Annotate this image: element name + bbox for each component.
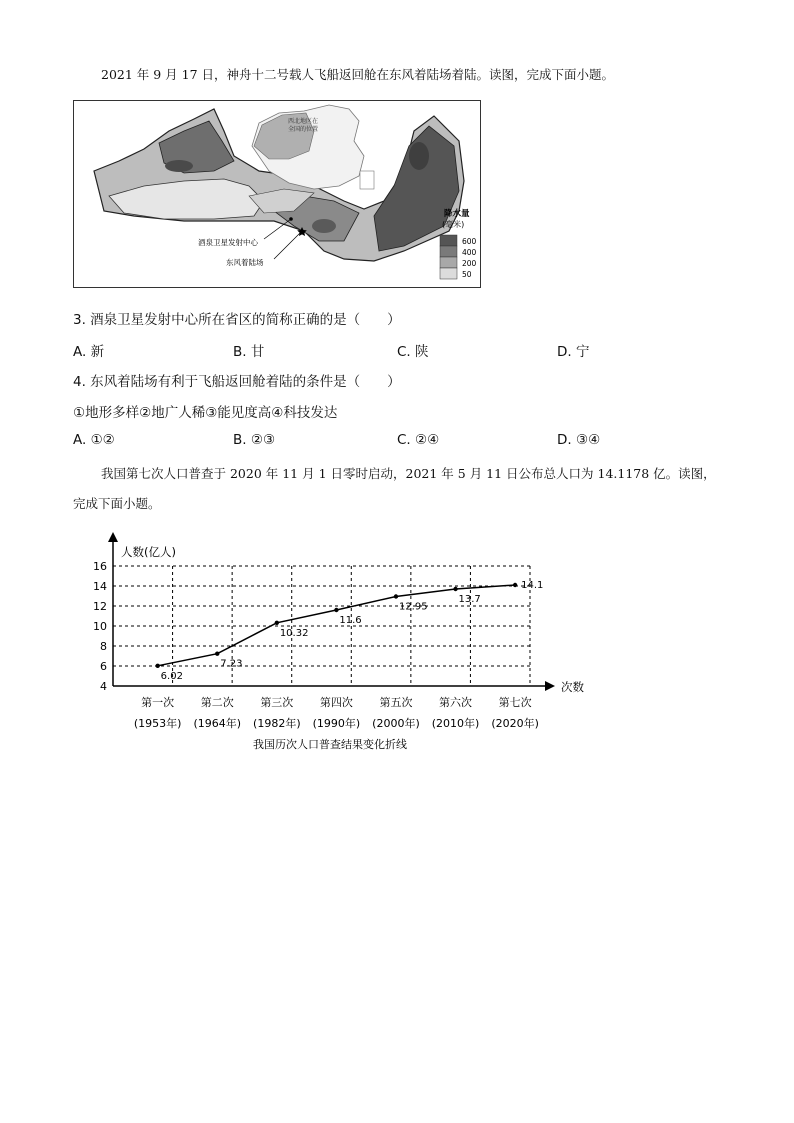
q3-option-b[interactable]: B. 甘 [233,344,265,360]
q3-option-c[interactable]: C. 陕 [397,344,429,360]
chart-title: 我国历次人口普查结果变化折线 [253,738,407,751]
passage-1: 2021 年 9 月 17 日，神舟十二号载人飞船返回舱在东风着陆场着陆。读图，完成下面小题。 [101,67,615,82]
launch-center-label: 酒泉卫星发射中心 [198,238,258,247]
y-tick-label: 16 [93,560,107,573]
x-year-label: (2000年) [372,717,420,730]
x-year-label: (1953年) [133,717,182,730]
legend-title-2: (毫米) [442,220,465,229]
legend-swatch [440,268,457,279]
data-point [155,664,159,668]
x-category-label: 第六次 [439,696,473,709]
value-label: 12.95 [398,601,428,613]
passage-2-line-1: 我国第七次人口普查于 2020 年 11 月 1 日零时启动，2021 年 5 月 11 日公布总人口为 14.1178 亿。读图， [101,466,716,481]
passage-2-line-2: 完成下面小题。 [73,496,161,511]
x-category-label: 第二次 [200,696,234,709]
region-dark-spot-2 [409,142,429,170]
y-axis-title: 人数(亿人) [121,545,176,559]
x-category-label: 第七次 [498,696,532,709]
q4-option-d[interactable]: D. ③④ [557,432,601,448]
x-year-label: (2010年) [431,717,480,730]
data-point [215,652,219,656]
x-category-label: 第四次 [319,696,353,709]
q4-option-c[interactable]: C. ②④ [397,432,440,448]
inset-south-sea-box [360,171,374,189]
q4-conditions: ①地形多样②地广人稀③能见度高④科技发达 [73,405,338,421]
x-axis-title: 次数 [561,680,584,694]
y-tick-label: 12 [93,600,107,613]
legend-swatches [440,235,477,279]
y-tick-label: 14 [93,580,107,593]
chart-svg [85,528,605,758]
legend-swatch [440,235,457,246]
x-category-label: 第五次 [379,696,413,709]
legend-swatch [440,246,457,257]
map-svg [74,101,480,287]
chart-grid [113,566,530,686]
q3-option-d[interactable]: D. 宁 [557,344,590,360]
inset-label-2: 全国的位置 [288,126,319,133]
data-point [513,583,517,587]
x-axis-arrow [545,681,555,691]
y-tick-label: 10 [93,620,107,633]
value-label: 7.23 [220,658,243,670]
value-label: 14.1 [521,580,544,591]
y-tick-label: 4 [100,680,107,693]
region-dark-spot-3 [312,219,336,233]
data-point [453,587,457,591]
x-year-label: (1982年) [253,717,301,730]
x-year-label: (1964年) [193,717,242,730]
data-point [394,594,398,598]
legend-value: 400 [462,248,477,257]
value-label: 11.6 [339,615,362,626]
legend-swatch [440,257,457,268]
data-point [334,608,338,612]
chart-labels [93,545,584,751]
region-dark-spot [165,160,193,172]
landing-site-leader [274,231,302,259]
legend-value: 600 [462,237,477,246]
x-category-label: 第三次 [260,696,294,709]
data-point [275,621,279,625]
value-label: 13.7 [458,594,481,605]
value-label: 6.02 [160,670,183,682]
x-year-label: (2020年) [491,717,539,730]
inset-label-1: 西北地区在 [288,118,319,125]
q4-stem: 4. 东风着陆场有利于飞船返回舱着陆的条件是（ ） [73,374,401,390]
q3-option-a[interactable]: A. 新 [73,344,105,360]
x-year-label: (1990年) [312,717,361,730]
y-tick-label: 6 [100,660,107,673]
legend-value: 200 [462,259,477,268]
precipitation-map [73,100,481,288]
value-label: 10.32 [279,627,309,639]
population-chart [85,528,605,758]
q4-option-a[interactable]: A. ①② [73,432,115,448]
y-axis-arrow [108,532,118,542]
q3-stem: 3. 酒泉卫星发射中心所在省区的简称正确的是（ ） [73,312,401,328]
y-tick-label: 8 [100,640,107,653]
landing-site-label: 东风着陆场 [226,258,264,267]
legend-title-1: 降水量 [444,209,470,219]
q4-option-b[interactable]: B. ②③ [233,432,276,448]
x-category-label: 第一次 [141,696,175,709]
legend-value: 50 [462,270,472,279]
